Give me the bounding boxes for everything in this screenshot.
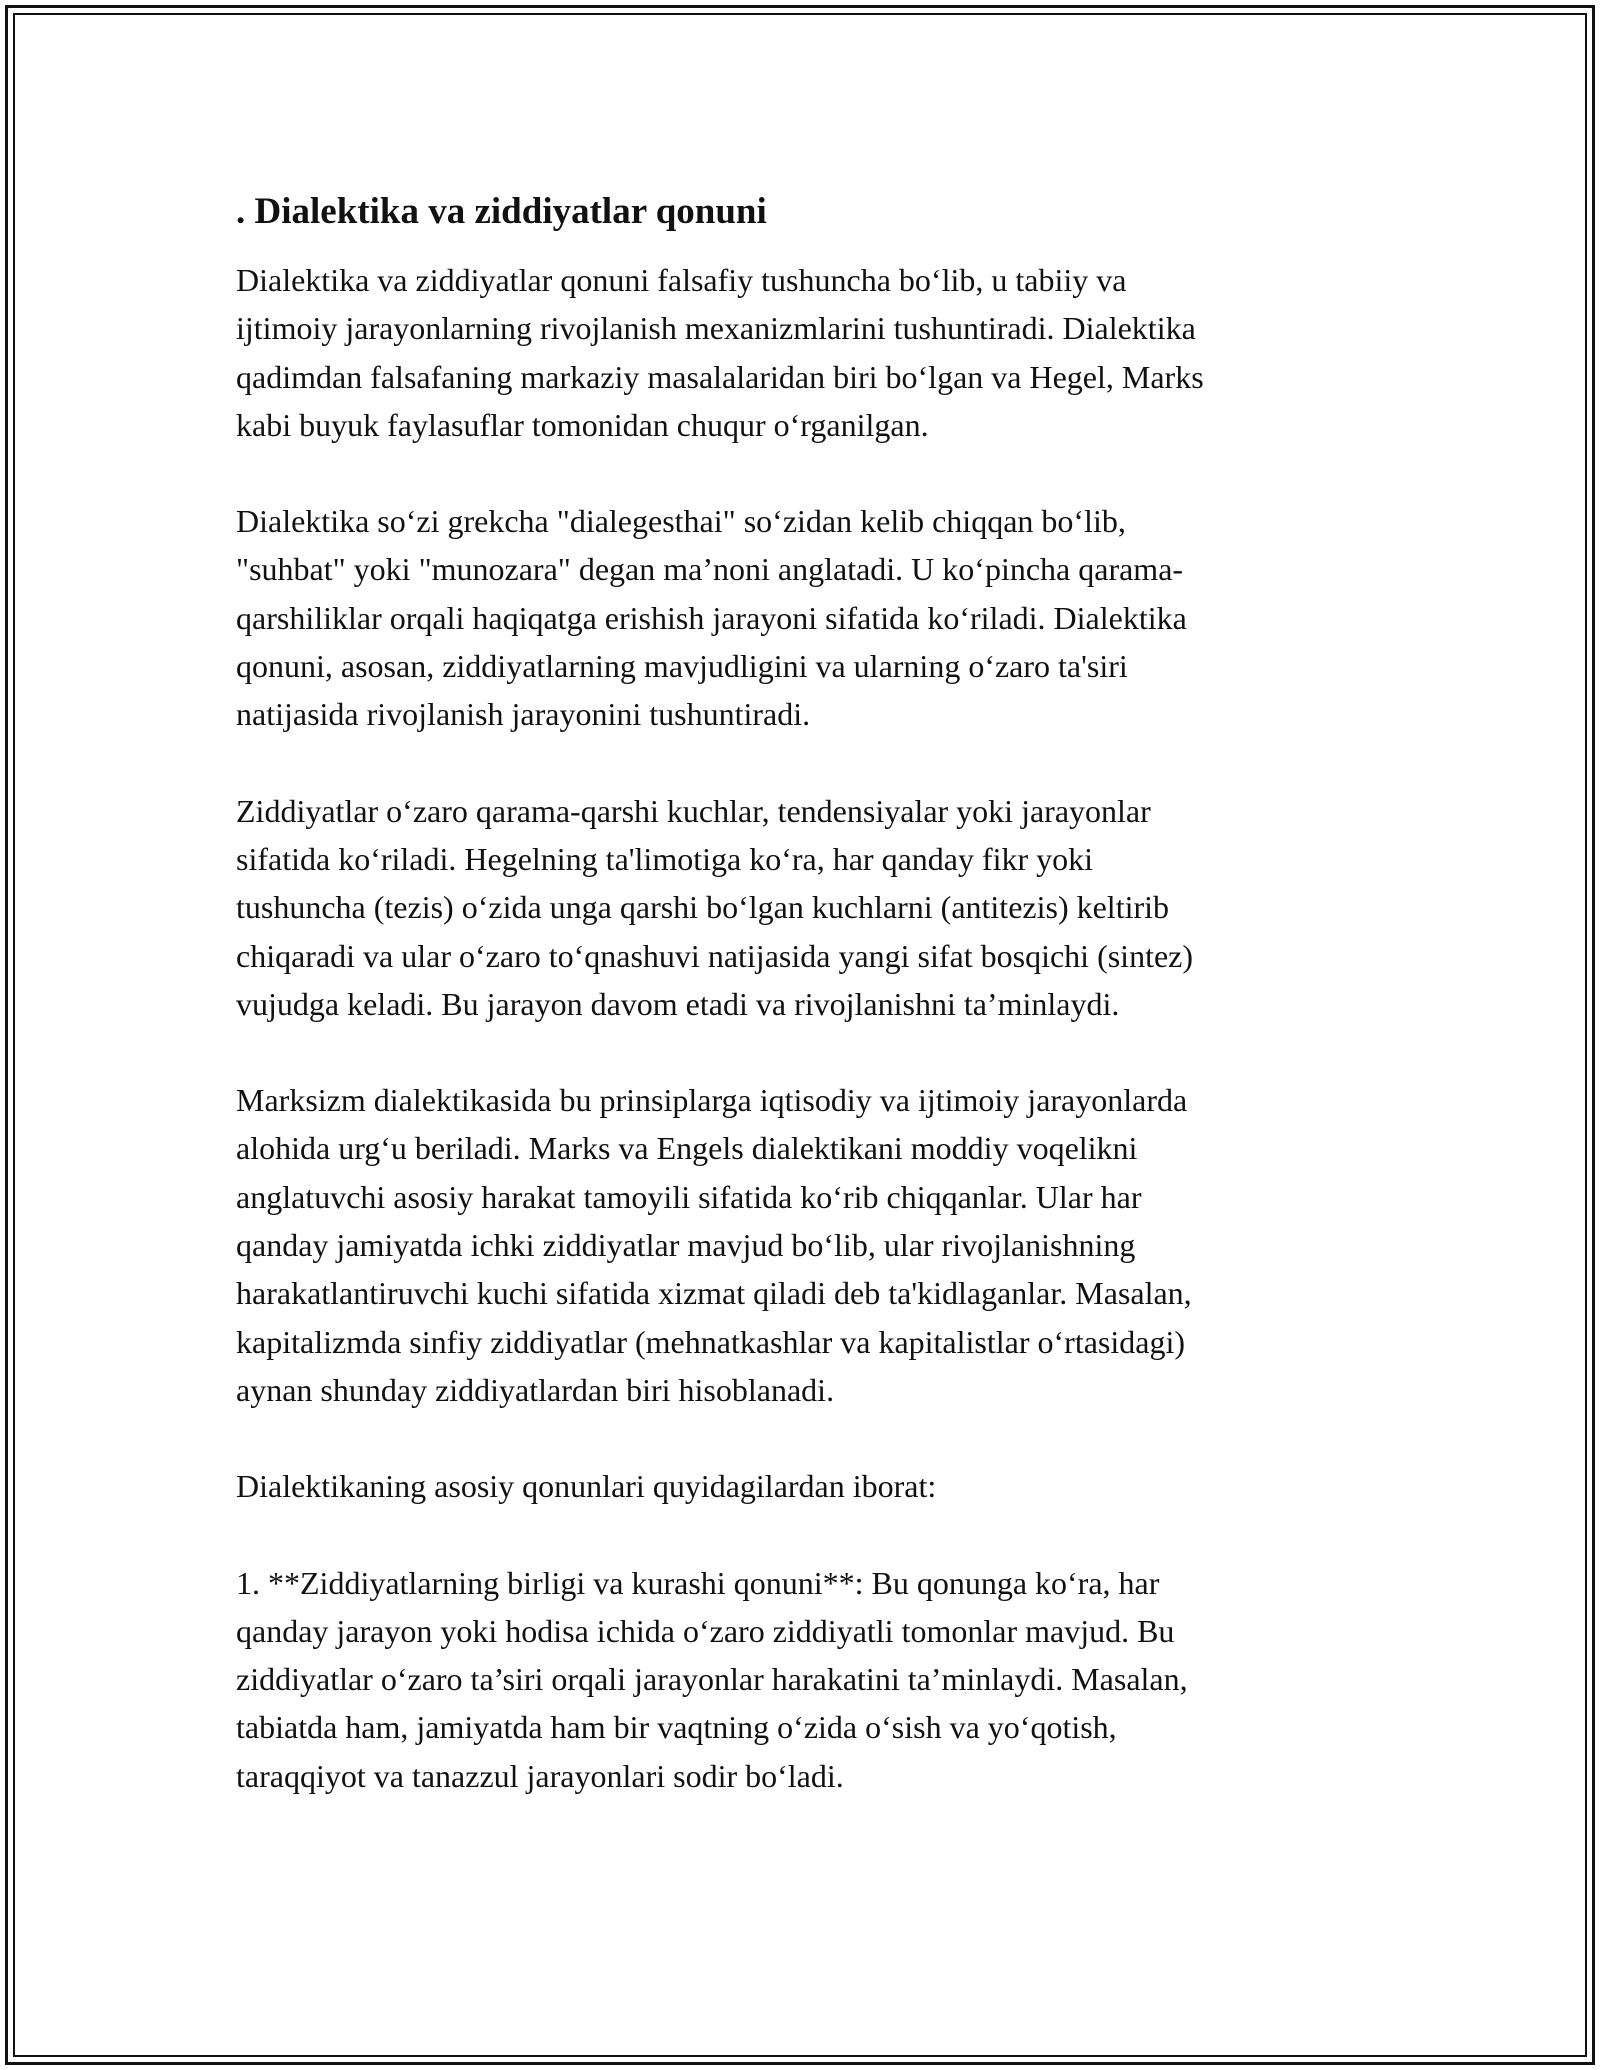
paragraph-marxism: Marksizm dialektikasida bu prinsiplarga iqtisodiy va ijtimoiy jarayonlarda alohida urg‘u beriladi. Marks va Engels dialektikani moddiy voqelikni anglatuvchi asosiy harakat tamoyili sifatida ko‘rib chiqqanlar. Ular har qanday jamiyatda ichki ziddiyatlar mavjud bo‘lib, ular rivojlanishning harakatlantiruvchi kuchi sifatida xizmat qiladi deb ta'kidlaganlar. Masalan, kapitalizmda sinfiy ziddiyatlar (mehnatkashlar va kapitalistlar o‘rtasidagi) aynan shunday ziddiyatlardan biri hisoblanadi. bbox=[236, 1082, 1192, 1408]
document-body bbox=[236, 188, 1366, 1848]
paragraph-laws-intro: Dialektikaning asosiy qonunlari quyidagilardan iborat: bbox=[236, 1468, 937, 1505]
paragraph-intro: Dialektika va ziddiyatlar qonuni falsafiy tushuncha bo‘lib, u tabiiy va ijtimoiy jarayonlarning rivojlanish mexanizmlarini tushuntiradi. Dialektika qadimdan falsafaning markaziy masalalaridan biri bo‘lgan va Hegel, Marks kabi buyuk faylasuflar tomonidan chuqur o‘rganilgan. bbox=[236, 262, 1204, 443]
paragraph-etymology: Dialektika so‘zi grekcha "dialegesthai" so‘zidan kelib chiqqan bo‘lib, "suhbat" yoki "munozara" degan ma’noni anglatadi. U ko‘pincha qarama- qarshiliklar orqali haqiqatga erishish jarayoni sifatida ko‘riladi. Dialektika qonuni, asosan, ziddiyatlarning mavjudligini va ularning o‘zaro ta'siri natijasida rivojlanish jarayonini tushuntiradi. bbox=[236, 503, 1187, 733]
paragraph-law-1: 1. **Ziddiyatlarning birligi va kurashi qonuni**: Bu qonunga ko‘ra, har qanday jarayon yoki hodisa ichida o‘zaro ziddiyatli tomonlar mavjud. Bu ziddiyatlar o‘zaro ta’siri orqali jarayonlar harakatini ta’minlaydi. Masalan, tabiatda ham, jamiyatda ham bir vaqtning o‘zida o‘sish va yo‘qotish, taraqqiyot va tanazzul jarayonlari sodir bo‘ladi. bbox=[236, 1564, 1188, 1794]
paragraph-contradictions: Ziddiyatlar o‘zaro qarama-qarshi kuchlar, tendensiyalar yoki jarayonlar sifatida ko‘riladi. Hegelning ta'limotiga ko‘ra, har qanday fikr yoki tushuncha (tezis) o‘zida unga qarshi bo‘lgan kuchlarni (antitezis) keltirib chiqaradi va ular o‘zaro to‘qnashuvi natijasida yangi sifat bosqichi (sintez) vujudga keladi. Bu jarayon davom etadi va rivojlanishni ta’minlaydi. bbox=[236, 792, 1194, 1022]
document-title: . Dialektika va ziddiyatlar qonuni bbox=[236, 191, 767, 232]
